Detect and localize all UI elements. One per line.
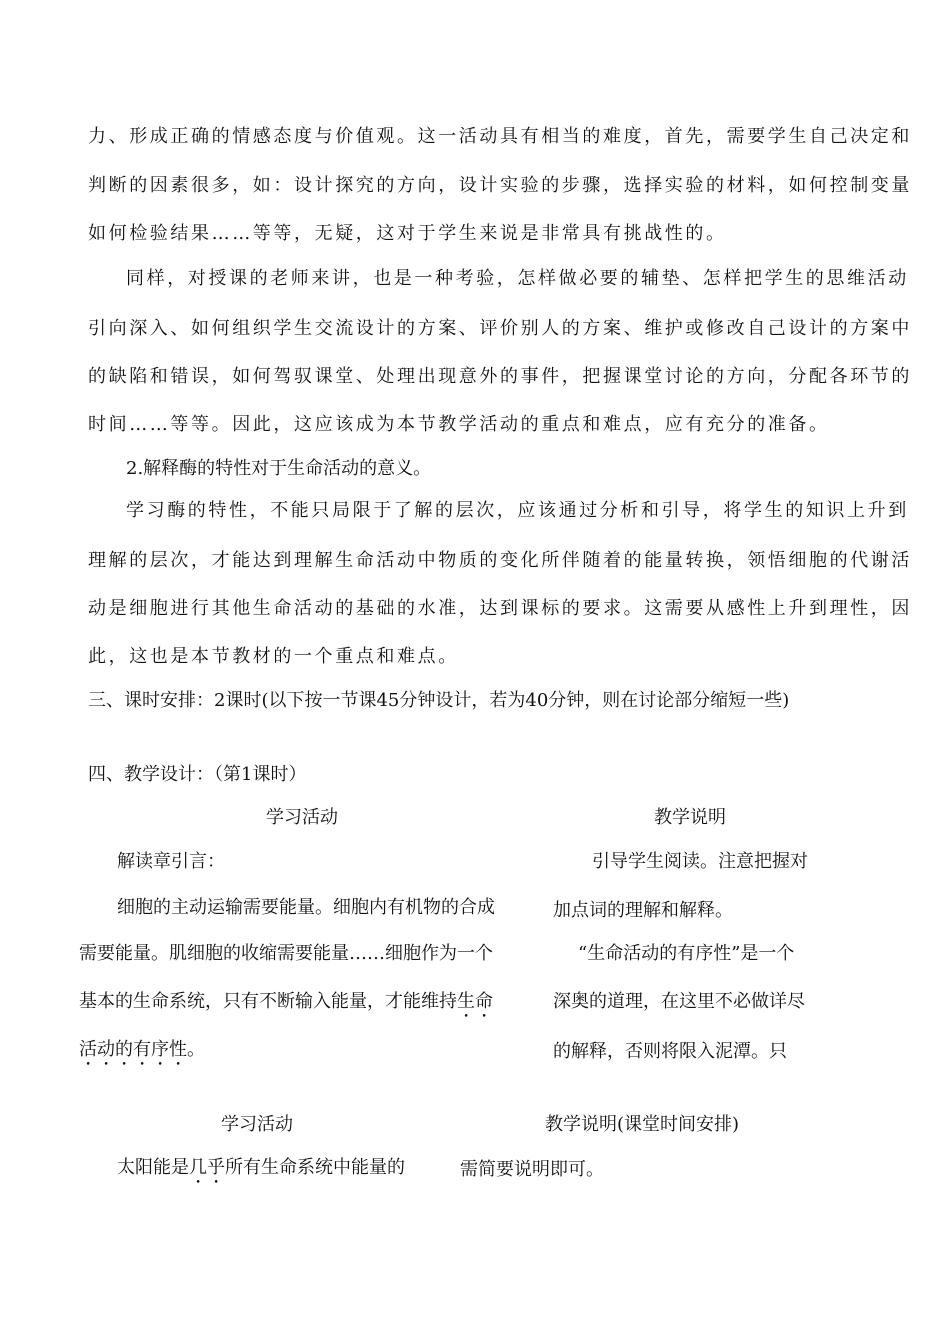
activity-line (117, 1156, 405, 1188)
activity-line (79, 990, 493, 1022)
emphasized-term: 几乎 (189, 1157, 225, 1178)
col-header-notes: 教学说明(课堂时间安排) (545, 1114, 740, 1135)
col-header-notes: 教学说明 (654, 807, 726, 828)
paragraph-line: 的缺陷和错误，如何驾驭课堂、处理出现意外的事件，把握课堂讨论的方向，分配各环节的 (88, 366, 912, 387)
section-subheading: 2.解释酶的特性对于生命活动的意义。 (126, 458, 432, 479)
paragraph-line: 判断的因素很多，如：设计探究的方向，设计实验的步骤，选择实验的材料，如何控制变量 (88, 175, 912, 196)
note-line: “生命活动的有序性”是一个 (578, 943, 795, 964)
paragraph-line: 理解的层次，才能达到理解生命活动中物质的变化所伴随着的能量转换，领悟细胞的代谢活 (88, 550, 912, 571)
activity-line (79, 1038, 205, 1070)
activity-line: 细胞的主动运输需要能量。细胞内有机物的合成 (117, 897, 495, 918)
emphasized-term: 活动的有序性 (79, 1039, 187, 1060)
activity-text: 基本的生命系统，只有不断输入能量，才能维持 (79, 991, 457, 1012)
paragraph-line: 同样，对授课的老师来讲，也是一种考验，怎样做必要的辅垫、怎样把学生的思维活动 (126, 268, 909, 289)
note-line: 加点词的理解和解释。 (553, 900, 733, 921)
activity-line: 需要能量。肌细胞的收缩需要能量……细胞作为一个 (79, 943, 493, 964)
activity-text: 。 (187, 1039, 205, 1060)
paragraph-line: 力、形成正确的情感态度与价值观。这一活动具有相当的难度，首先，需要学生自己决定和 (88, 126, 912, 147)
note-line: 引导学生阅读。注意把握对 (592, 851, 808, 872)
activity-line: 解读章引言： (117, 851, 225, 872)
paragraph-line: 时间……等等。因此，这应该成为本节教学活动的重点和难点，应有充分的准备。 (88, 414, 830, 435)
paragraph-line: 引向深入、如何组织学生交流设计的方案、评价别人的方案、维护或修改自己设计的方案中 (88, 318, 912, 339)
section-heading: 三、课时安排：2课时(以下按一节课45分钟设计，若为40分钟，则在讨论部分缩短一些) (88, 690, 790, 711)
paragraph-line: 学习酶的特性，不能只局限于了解的层次，应该通过分析和引导，将学生的知识上升到 (126, 500, 909, 521)
emphasized-term: 生命 (457, 991, 493, 1012)
col-header-activity: 学习活动 (221, 1114, 293, 1135)
section4-title: 四、教学设计：（第1课时） (88, 764, 307, 785)
note-line: 的解释，否则将限入泥潭。只 (553, 1041, 787, 1062)
col-header-activity: 学习活动 (266, 807, 338, 828)
paragraph-line: 此，这也是本节教材的一个重点和难点。 (88, 646, 459, 667)
activity-text: 所有生命系统中能量的 (225, 1157, 405, 1178)
activity-text: 太阳能是 (117, 1157, 189, 1178)
note-line: 深奥的道理，在这里不必做详尽 (553, 991, 805, 1012)
note-line: 需简要说明即可。 (460, 1159, 604, 1180)
paragraph-line: 动是细胞进行其他生命活动的基础的水准，达到课标的要求。这需要从感性上升到理性，因 (88, 598, 912, 619)
paragraph-line: 如何检验结果……等等，无疑，这对于学生来说是非常具有挑战性的。 (88, 223, 727, 244)
